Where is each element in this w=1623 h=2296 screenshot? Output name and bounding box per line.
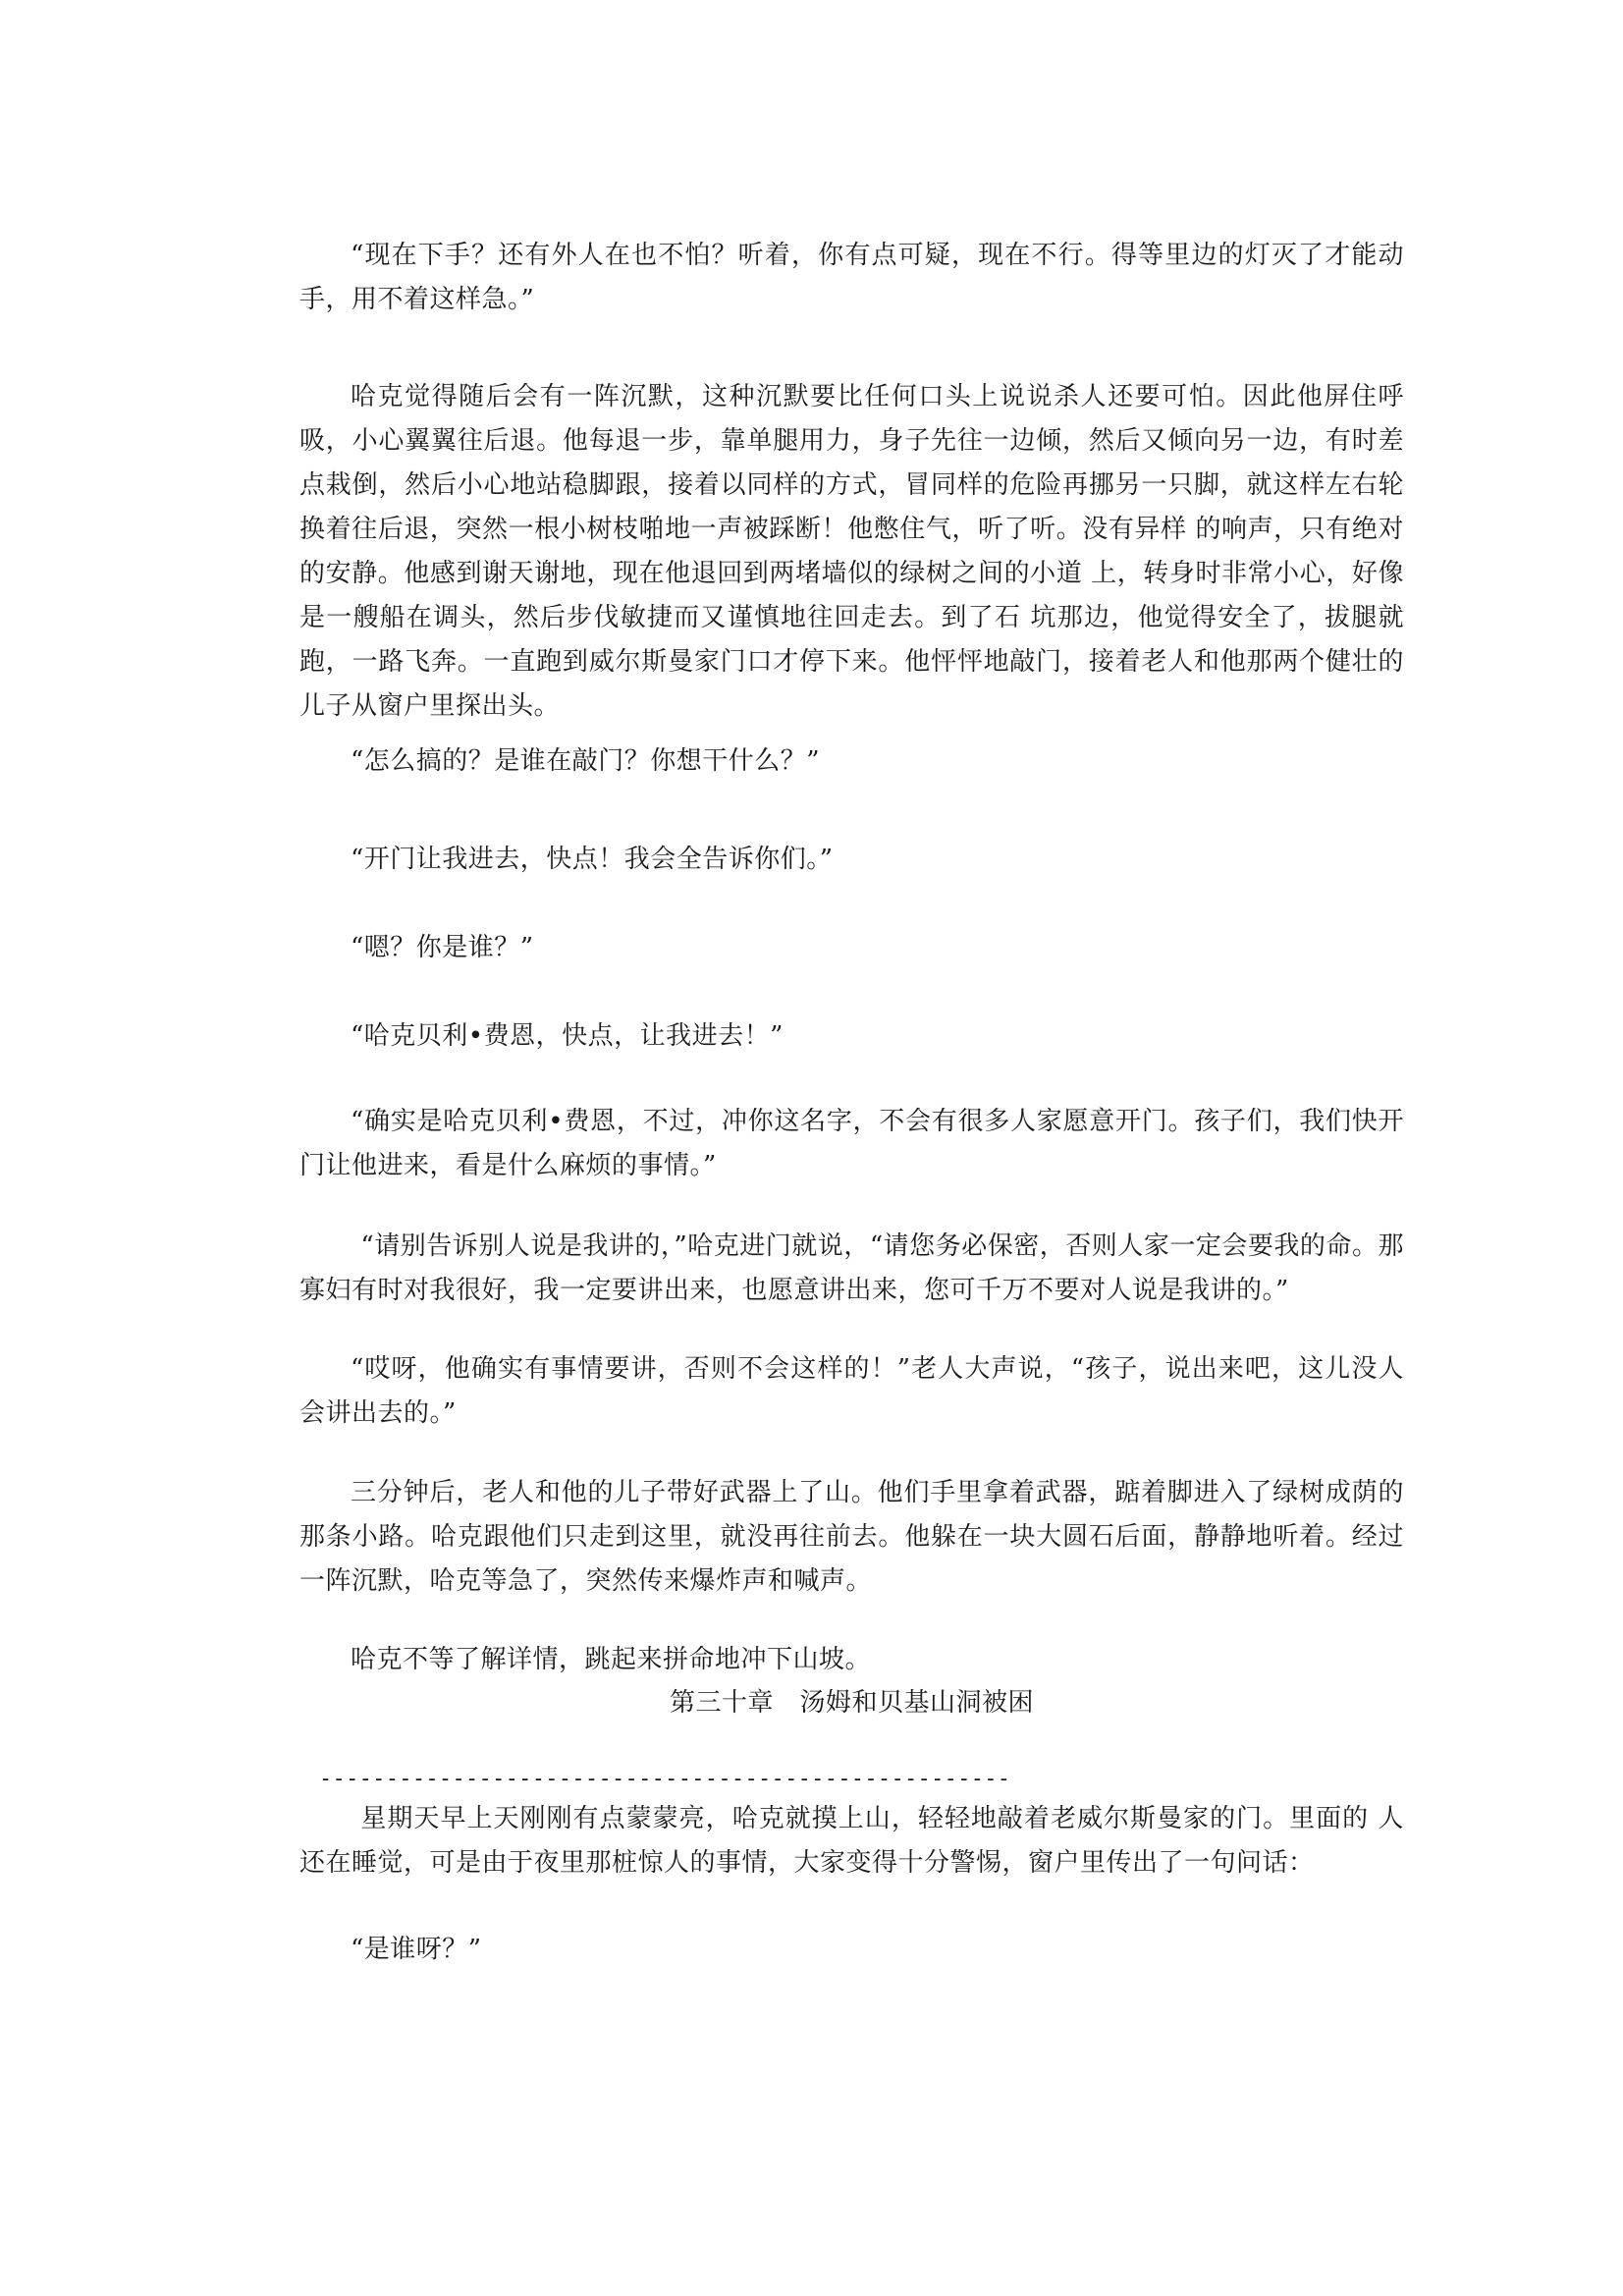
paragraph-keep-secret: “请别告诉别人说是我讲的，”哈克进门就说，“请您务必保密，否则人家一定会要我的命。那寡妇有时对我很好，我一定要讲出来，也愿意讲出来，您可千万不要对人说是我讲的。” [299,1231,1404,1305]
paragraph-huck-retreats: 哈克觉得随后会有一阵沉默，这种沉默要比任何口头上说说杀人还要可怕。因此他屏住呼吸，小心翼翼往后退。他每退一步，靠单腿用力，身子先往一边倾，然后又倾向另一边，有时差点栽倒，然后小心地站稳脚跟，接着以同样的方式，冒同样的危险再挪另一只脚，就这样左右轮换着往后退，突然一根小树枝啪地一声被踩断！他憋住气，听了听。没有异样 的响声，只有绝对的安静。他感到谢天谢地，现在他退回到两堵墙似的绿树之间的小道 上，转身时非常小心，好像是一艘船在调头，然后步伐敏捷而又谨慎地往回走去。到了石 坑那边，他觉得安全了，拔腿就跑，一路飞奔。一直跑到威尔斯曼家门口才停下来。他怦怦地敲门，接着老人和他那两个健壮的儿子从窗户里探出头。 [299,382,1404,721]
paragraph-sunday-morning: 星期天早上天刚刚有点蒙蒙亮，哈克就摸上山，轻轻地敲着老威尔斯曼家的门。里面的 人还在睡觉，可是由于夜里那桩惊人的事情，大家变得十分警惕，窗户里传出了一句问话： [299,1804,1404,1878]
paragraph-old-man-says: “哎呀，他确实有事情要讲，否则不会这样的！”老人大声说，“孩子，说出来吧，这儿没人会讲出去的。” [299,1354,1404,1428]
paragraph-let-me-in: “开门让我进去，快点！我会全告诉你们。” [351,845,834,874]
chapter-title: 第三十章 汤姆和贝基山洞被困 [669,1688,1034,1718]
paragraph-huckleberry-finn: “哈克贝利•费恩，快点，让我进去！” [351,1021,784,1051]
section-separator: ---------------------------------------------------- [319,1767,1011,1791]
paragraph-who-is-it: “是谁呀？” [351,1935,482,1964]
paragraph-huck-runs: 哈克不等了解详情，跳起来拼命地冲下山坡。 [351,1645,872,1674]
paragraph-who-knocks: “怎么搞的？是谁在敲门？你想干什么？” [351,746,821,776]
paragraph-three-minutes-later: 三分钟后，老人和他的儿子带好武器上了山。他们手里拿着武器，踮着脚进入了绿树成荫的那条小路。哈克跟他们只走到这里，就没再往前去。他躲在一块大圆石后面，静静地听着。经过一阵沉默，哈克等急了，突然传来爆炸声和喊声。 [299,1478,1404,1596]
paragraph-threat-dialogue: “现在下手？还有外人在也不怕？听着，你有点可疑，现在不行。得等里边的灯灭了才能动手，用不着这样急。” [299,241,1404,314]
paragraph-who-are-you: “嗯？你是谁？” [351,933,534,962]
paragraph-open-the-door: “确实是哈克贝利•费恩，不过，冲你这名字，不会有很多人家愿意开门。孩子们，我们快开门让他进来，看是什么麻烦的事情。” [299,1107,1404,1180]
